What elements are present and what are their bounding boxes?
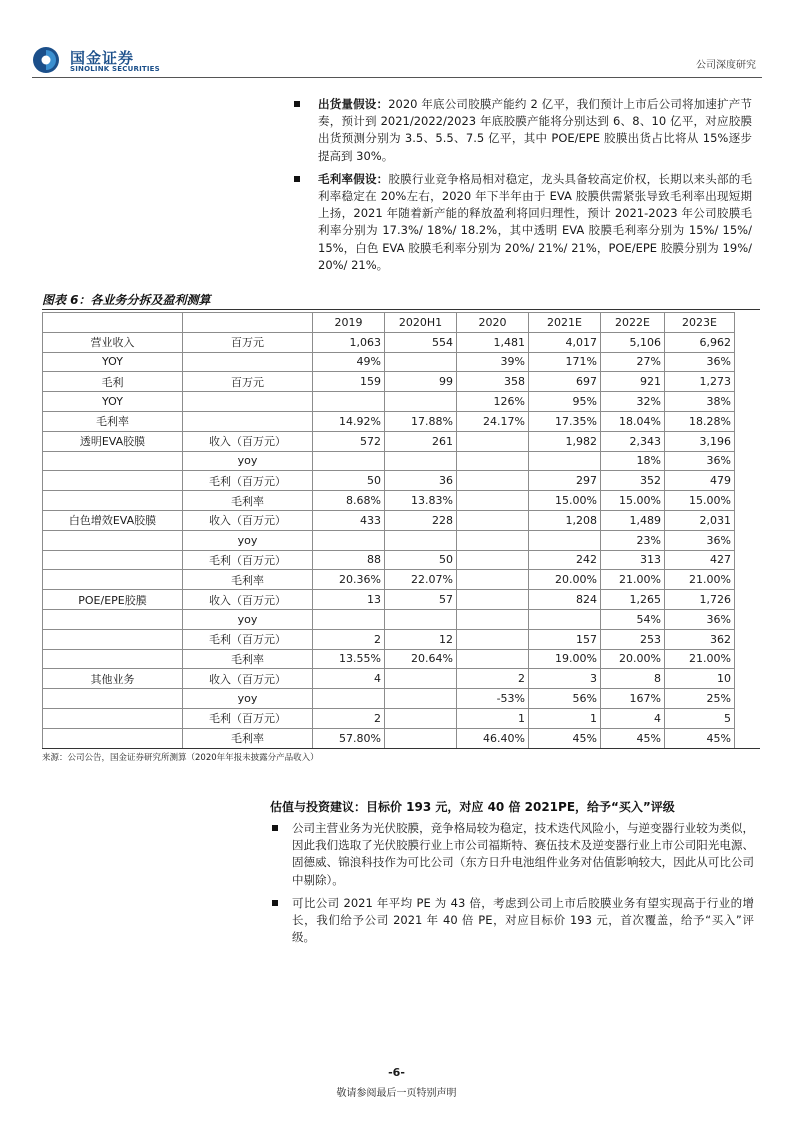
table-cell: 15.00%	[665, 491, 735, 511]
table-cell	[43, 728, 183, 748]
table-cell: 572	[313, 431, 385, 451]
table-cell: 824	[529, 590, 601, 610]
footer-disclaimer: 敬请参阅最后一页特别声明	[336, 1088, 457, 1099]
table-cell: 1,273	[665, 372, 735, 392]
table-cell: 毛利率	[183, 491, 313, 511]
table-cell: 18.04%	[601, 411, 665, 431]
bullet-text: 公司主营业务为光伏胶膜，竞争格局较为稳定，技术迭代风险小，与逆变器行业较为类似，因此我们选取了光伏胶膜行业上市公司福斯特、赛伍技术及逆变器行业上市公司阳光电源、固德威、锦浪科技作为可比公司（东方日升电池组件业务对估值影响较大，因此从可比公司中剔除）。	[292, 821, 754, 887]
table-row	[43, 491, 735, 511]
table-cell: 6,962	[665, 332, 735, 352]
table-cell	[313, 609, 385, 629]
table-cell	[43, 609, 183, 629]
table-row	[43, 728, 735, 748]
table-cell	[385, 708, 457, 728]
table-row	[43, 570, 735, 590]
table-cell	[43, 550, 183, 570]
table-cell: 19.00%	[529, 649, 601, 669]
table-cell: 百万元	[183, 332, 313, 352]
table-cell	[43, 451, 183, 471]
table-cell: 36%	[665, 451, 735, 471]
table-cell: yoy	[183, 530, 313, 550]
table-cell: 1,265	[601, 590, 665, 610]
table-cell	[457, 570, 529, 590]
table-cell: 352	[601, 471, 665, 491]
table-cell: 479	[665, 471, 735, 491]
table-cell	[457, 491, 529, 511]
table-row	[43, 530, 735, 550]
table-cell: 1,726	[665, 590, 735, 610]
table-cell: 毛利（百万元）	[183, 708, 313, 728]
table-row	[43, 352, 735, 372]
table-cell: 收入（百万元）	[183, 590, 313, 610]
table-cell: 5	[665, 708, 735, 728]
table-cell: 透明EVA胶膜	[43, 431, 183, 451]
table-cell: 167%	[601, 689, 665, 709]
table-cell: 1,208	[529, 510, 601, 530]
table-cell: 营业收入	[43, 332, 183, 352]
table-cell: 毛利率	[183, 570, 313, 590]
table-cell: 99	[385, 372, 457, 392]
table-cell: 12	[385, 629, 457, 649]
table-cell	[183, 352, 313, 372]
bullet-square-icon	[294, 176, 300, 182]
table-cell: 22.07%	[385, 570, 457, 590]
table-cell: 13	[313, 590, 385, 610]
table-cell: 10	[665, 669, 735, 689]
table-cell	[385, 689, 457, 709]
table-cell: 57	[385, 590, 457, 610]
table-cell: 36%	[665, 609, 735, 629]
table-cell: 20.64%	[385, 649, 457, 669]
report-type-label: 公司深度研究	[696, 60, 756, 71]
table-row	[43, 649, 735, 669]
table-cell	[385, 609, 457, 629]
table-cell: 554	[385, 332, 457, 352]
table-cell	[313, 392, 385, 412]
table-cell: 2	[313, 708, 385, 728]
table-cell: 88	[313, 550, 385, 570]
table-cell: 45%	[529, 728, 601, 748]
table-cell: 23%	[601, 530, 665, 550]
table-cell: POE/EPE胶膜	[43, 590, 183, 610]
bullet-text: 胶膜行业竞争格局相对稳定，龙头具备较高定价权，长期以来头部的毛利率稳定在 20%左右，2020 年下半年由于 EVA 胶膜供需紧张导致毛利率出现短期上扬，2021 年随着新产能的释放盈利将回归理性，预计 2021-2023 年公司胶膜毛利率分别为 17.3%/ 18%/ 18.2%，其中透明 EVA 胶膜毛利率分别为 15%/ 15%/ 15%，白色 EVA 胶膜毛利率分别为 20%/ 21%/ 21%，POE/EPE 胶膜分别为 19%/ 20%/ 21%。	[318, 171, 753, 272]
table-cell: YOY	[43, 352, 183, 372]
table-cell	[183, 411, 313, 431]
bullet-text: 2020 年底公司胶膜产能约 2 亿平，我们预计上市后公司将加速扩产节奏，预计到 2021/2022/2023 年底胶膜产能将分别达到 6、8、10 亿平，对应胶膜出货预测分别为 3.5、5.5、7.5 亿平，其中 POE/EPE 胶膜出货占比将从 15%逐步提高到 30%。	[318, 97, 753, 163]
table-cell: 21.00%	[665, 570, 735, 590]
table-cell	[385, 392, 457, 412]
table-cell: 8	[601, 669, 665, 689]
table-cell: 4	[601, 708, 665, 728]
table-cell: 126%	[457, 392, 529, 412]
table-cell: yoy	[183, 689, 313, 709]
table-cell	[313, 689, 385, 709]
table-cell	[43, 629, 183, 649]
table-cell	[457, 550, 529, 570]
table-cell: 32%	[601, 392, 665, 412]
table-cell	[313, 451, 385, 471]
page-number: -6-	[388, 1066, 405, 1079]
table-cell	[385, 530, 457, 550]
table-cell: 261	[385, 431, 457, 451]
table-cell: 20.00%	[601, 649, 665, 669]
table-cell: 45%	[665, 728, 735, 748]
source-divider	[42, 748, 760, 749]
table-cell: 百万元	[183, 372, 313, 392]
brand-name-cn: 国金证券	[70, 49, 135, 67]
table-cell: 56%	[529, 689, 601, 709]
table-cell	[43, 570, 183, 590]
table-cell: 253	[601, 629, 665, 649]
table-cell: 1,481	[457, 332, 529, 352]
table-cell	[43, 649, 183, 669]
margin-assumption	[290, 171, 752, 274]
table-cell: 8.68%	[313, 491, 385, 511]
table-row	[43, 669, 735, 689]
table-cell: 白色增效EVA胶膜	[43, 510, 183, 530]
table-cell: 46.40%	[457, 728, 529, 748]
table-cell: 1,063	[313, 332, 385, 352]
table-cell: 697	[529, 372, 601, 392]
table-cell	[43, 689, 183, 709]
table-cell: YOY	[43, 392, 183, 412]
table-cell	[457, 530, 529, 550]
table-cell: 25%	[665, 689, 735, 709]
comparable-companies-bullet	[270, 820, 754, 889]
brand-name-en: SINOLINK SECURITIES	[70, 65, 160, 73]
table-cell: 157	[529, 629, 601, 649]
table-cell: 收入（百万元）	[183, 431, 313, 451]
table-header-cell: 2020	[457, 313, 529, 333]
table-row	[43, 590, 735, 610]
table-cell: 毛利	[43, 372, 183, 392]
table-cell: yoy	[183, 609, 313, 629]
table-cell: 2	[457, 669, 529, 689]
table-cell	[457, 609, 529, 629]
table-cell: 21.00%	[601, 570, 665, 590]
table-cell	[457, 471, 529, 491]
table-cell	[313, 530, 385, 550]
table-row	[43, 708, 735, 728]
table-cell: 39%	[457, 352, 529, 372]
table-cell: 297	[529, 471, 601, 491]
table-cell: 17.88%	[385, 411, 457, 431]
table-row	[43, 510, 735, 530]
valuation-bullets	[270, 820, 754, 952]
table-body	[43, 313, 735, 749]
valuation-section-title: 估值与投资建议：目标价 193 元，对应 40 倍 2021PE，给予“买入”评级	[270, 800, 675, 814]
table-cell	[457, 510, 529, 530]
table-header-cell	[43, 313, 183, 333]
table-row	[43, 332, 735, 352]
table-cell: 18.28%	[665, 411, 735, 431]
table-row	[43, 471, 735, 491]
table-cell: 362	[665, 629, 735, 649]
table-cell: 57.80%	[313, 728, 385, 748]
table-cell: 1,489	[601, 510, 665, 530]
page-header	[32, 46, 762, 76]
table-cell: 36	[385, 471, 457, 491]
table-row	[43, 451, 735, 471]
table-cell: 921	[601, 372, 665, 392]
table-cell	[529, 609, 601, 629]
table-cell: 1	[529, 708, 601, 728]
table-cell: 242	[529, 550, 601, 570]
table-cell: 20.00%	[529, 570, 601, 590]
figure-title: 图表 6：各业务分拆及盈利测算	[42, 293, 211, 307]
table-cell: 收入（百万元）	[183, 510, 313, 530]
table-cell: 159	[313, 372, 385, 392]
table-cell	[529, 451, 601, 471]
table-cell: 18%	[601, 451, 665, 471]
table-cell: 21.00%	[665, 649, 735, 669]
table-cell: 358	[457, 372, 529, 392]
table-cell	[457, 629, 529, 649]
table-cell: 毛利（百万元）	[183, 550, 313, 570]
table-cell: 4,017	[529, 332, 601, 352]
table-header-cell	[183, 313, 313, 333]
table-header-cell: 2020H1	[385, 313, 457, 333]
table-cell: 其他业务	[43, 669, 183, 689]
table-cell: 1	[457, 708, 529, 728]
table-cell: 38%	[665, 392, 735, 412]
table-cell: 433	[313, 510, 385, 530]
table-header-cell: 2019	[313, 313, 385, 333]
sinolink-logo-icon	[32, 46, 60, 74]
table-cell: 36%	[665, 530, 735, 550]
table-row	[43, 629, 735, 649]
table-cell: 4	[313, 669, 385, 689]
table-cell	[457, 451, 529, 471]
table-cell: 13.83%	[385, 491, 457, 511]
bullet-title: 出货量假设：	[318, 97, 389, 111]
table-cell: 14.92%	[313, 411, 385, 431]
table-cell: 2,031	[665, 510, 735, 530]
table-header-cell: 2021E	[529, 313, 601, 333]
figure-title-divider	[42, 309, 760, 310]
table-cell: 1,982	[529, 431, 601, 451]
table-cell: 3,196	[665, 431, 735, 451]
table-cell	[43, 491, 183, 511]
table-cell: 95%	[529, 392, 601, 412]
bullet-square-icon	[294, 101, 300, 107]
table-cell: 13.55%	[313, 649, 385, 669]
table-row	[43, 689, 735, 709]
table-cell	[385, 451, 457, 471]
table-cell	[385, 728, 457, 748]
table-cell: 3	[529, 669, 601, 689]
table-row	[43, 609, 735, 629]
table-cell	[43, 708, 183, 728]
business-breakdown-table	[42, 312, 735, 749]
table-cell: 5,106	[601, 332, 665, 352]
table-cell: 50	[313, 471, 385, 491]
table-cell	[457, 590, 529, 610]
table-cell: 毛利（百万元）	[183, 471, 313, 491]
table-cell	[529, 530, 601, 550]
table-cell	[43, 471, 183, 491]
table-cell: 427	[665, 550, 735, 570]
target-price-bullet	[270, 895, 754, 947]
table-cell: 毛利率	[183, 649, 313, 669]
table-row	[43, 550, 735, 570]
bullet-title: 毛利率假设：	[318, 171, 389, 186]
table-cell	[457, 431, 529, 451]
bullet-square-icon	[272, 825, 278, 831]
table-cell: -53%	[457, 689, 529, 709]
table-cell: 45%	[601, 728, 665, 748]
header-divider	[32, 77, 762, 78]
table-header-cell: 2023E	[665, 313, 735, 333]
table-cell: 17.35%	[529, 411, 601, 431]
table-cell: 36%	[665, 352, 735, 372]
table-cell: 15.00%	[529, 491, 601, 511]
table-cell: yoy	[183, 451, 313, 471]
table-cell: 2,343	[601, 431, 665, 451]
shipment-assumption	[290, 96, 752, 165]
table-cell: 15.00%	[601, 491, 665, 511]
table-row	[43, 372, 735, 392]
table-cell: 收入（百万元）	[183, 669, 313, 689]
table-cell: 313	[601, 550, 665, 570]
table-header-cell: 2022E	[601, 313, 665, 333]
table-cell: 毛利率	[183, 728, 313, 748]
bullet-text: 可比公司 2021 年平均 PE 为 43 倍，考虑到公司上市后胶膜业务有望实现高于行业的增长，我们给予公司 2021 年 40 倍 PE，对应目标价 193 元，首次覆盖，给予“买入”评级。	[292, 895, 754, 945]
table-cell: 50	[385, 550, 457, 570]
table-cell: 2	[313, 629, 385, 649]
table-cell: 24.17%	[457, 411, 529, 431]
assumption-bullets	[290, 96, 752, 280]
table-header-row	[43, 313, 735, 333]
table-cell: 171%	[529, 352, 601, 372]
figure-source: 来源：公司公告，国金证券研究所测算（2020年年报未披露分产品收入）	[42, 753, 319, 763]
bullet-square-icon	[272, 900, 278, 906]
table-cell	[43, 530, 183, 550]
table-cell: 54%	[601, 609, 665, 629]
table-cell: 228	[385, 510, 457, 530]
table-cell: 毛利（百万元）	[183, 629, 313, 649]
table-cell: 20.36%	[313, 570, 385, 590]
table-cell: 27%	[601, 352, 665, 372]
table-row	[43, 392, 735, 412]
table-cell: 49%	[313, 352, 385, 372]
table-row	[43, 411, 735, 431]
table-row	[43, 431, 735, 451]
table-cell	[385, 669, 457, 689]
table-cell	[183, 392, 313, 412]
table-cell	[385, 352, 457, 372]
table-cell	[457, 649, 529, 669]
table-cell: 毛利率	[43, 411, 183, 431]
